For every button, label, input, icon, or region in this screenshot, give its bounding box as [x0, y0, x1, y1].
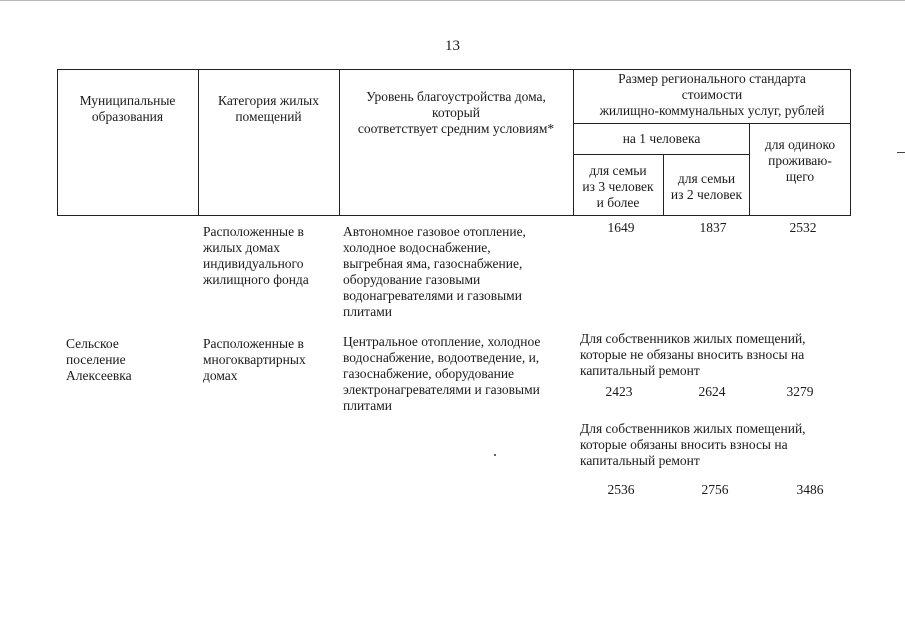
header-per-person: на 1 человека	[622, 131, 701, 146]
header-single: для одиноко проживаю- щего	[764, 137, 836, 184]
row2-value-not-obliged-family3: 2423	[605, 384, 633, 399]
row2-value-not-obliged-family2: 2624	[698, 384, 726, 399]
header-table	[57, 69, 851, 216]
row2-value-obliged-family3: 2536	[607, 482, 635, 497]
scan-mark	[897, 152, 905, 153]
row1-value-family2: 1837	[699, 220, 727, 235]
row1-value-single: 2532	[789, 220, 817, 235]
row2-category: Расположенные в многоквартирных домах	[203, 336, 306, 383]
row1-value-family3: 1649	[607, 220, 635, 235]
header-family3: для семьи из 3 человек и более	[582, 163, 654, 210]
row2-value-obliged-family2: 2756	[701, 482, 729, 497]
header-family2: для семьи из 2 человек	[670, 171, 743, 202]
row1-level: Автономное газовое отопление, холодное водоснабжение, выгребная яма, газоснабжение, оборудование газовыми водонагревателями и газовыми плитами	[343, 224, 526, 319]
header-category: Категория жилых помещений	[218, 93, 319, 124]
scan-speck	[494, 454, 496, 456]
row1-category: Расположенные в жилых домах индивидуального жилищного фонда	[203, 224, 309, 287]
row2-value-not-obliged-single: 3279	[786, 384, 814, 399]
header-level: Уровень благоустройства дома, который соответствует средним условиям*	[357, 89, 555, 136]
row2-note-not-obliged: Для собственников жилых помещений, которые не обязаны вносить взносы на капитальный ремонт	[580, 331, 806, 378]
row2-value-obliged-single: 3486	[796, 482, 824, 497]
scan-edge	[0, 0, 905, 1]
row2-municipal: Сельское поселение Алексеевка	[66, 336, 132, 383]
page-number: 13	[445, 38, 460, 54]
header-size: Размер регионального стандарта стоимости жилищно-коммунальных услуг, рублей	[599, 71, 825, 118]
header-municipal: Муниципальные образования	[79, 93, 176, 124]
row2-note-obliged: Для собственников жилых помещений, которые обязаны вносить взносы на капитальный ремонт	[580, 421, 806, 468]
row2-level: Центральное отопление, холодное водоснабжение, водоотведение, и, газоснабжение, оборудование электронагревателями и газовыми плитами	[343, 334, 541, 413]
